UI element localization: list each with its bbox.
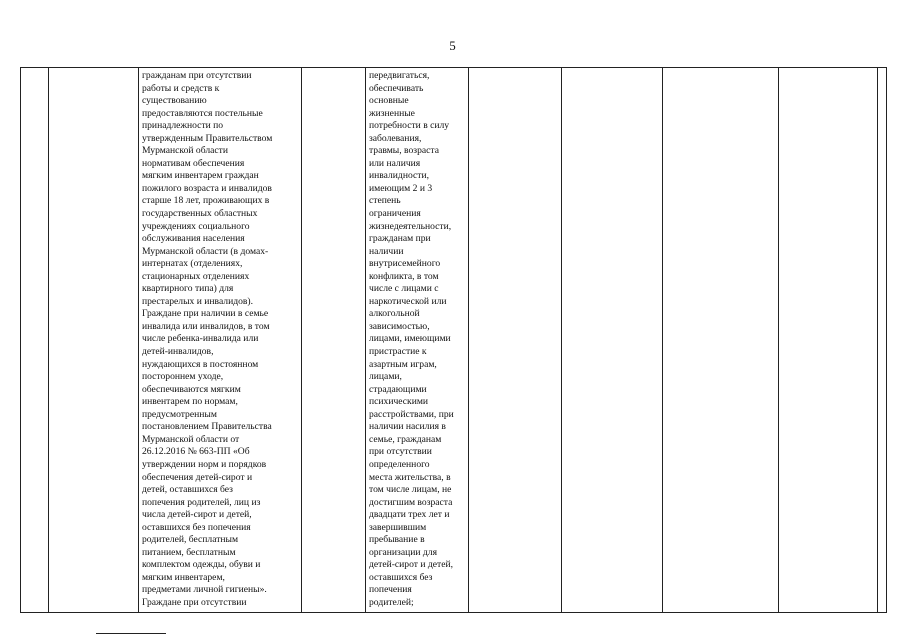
page-number: 5	[449, 38, 456, 53]
table-cell-8	[663, 68, 779, 613]
document-table	[20, 67, 887, 613]
cell-text-provision: гражданам при отсутствии работы и средств к существованию предоставляются постельные принадлежности по утвержденным Правительством Мурманской области нормативам обеспечения мягким инвентарем граждан пожилого возраста и инвалидов старше 18 лет, проживающих в государственных областных учреждениях социального обслуживания населения Мурманской области (в домах- интернатах (отделениях, стационарных отделениях квартирного типа) для престарелых и инвалидов). Граждане при наличии в семье инвалида или инвалидов, в том числе ребенка-инвалида или детей-инвалидов, нуждающихся в постоянном постороннем уходе, обеспечиваются мягким инвентарем по нормам, предусмотренным постановлением Правительства Мурманской области от 26.12.2016 № 663-ПП «Об утверждении норм и порядков обеспечения детей-сирот и детей, оставшихся без попечения родителей, лиц из числа детей-сирот и детей, оставшихся без попечения родителей, бесплатным питанием, бесплатным комплектом одежды, обуви и мягким инвентарем, предметами личной гигиены». Граждане при отсутствии	[142, 70, 273, 608]
table-cell-6	[469, 68, 562, 613]
table-cell-2	[49, 68, 139, 613]
table-cell-9	[779, 68, 878, 613]
table-row	[21, 68, 887, 613]
table-cell-3	[139, 68, 302, 613]
table-cell-1	[21, 68, 49, 613]
table-cell-4	[302, 68, 366, 613]
table-cell-7	[562, 68, 663, 613]
table-cell-10	[878, 68, 887, 613]
table-cell-5	[366, 68, 469, 613]
cell-text-recipients: передвигаться, обеспечивать основные жизненные потребности в силу заболевания, травмы, возраста или наличия инвалидности, имеющим 2 и 3 степень ограничения жизнедеятельности, гражданам при наличии внутрисемейного конфликта, в том числе с лицами с наркотической или алкогольной зависимостью, лицами, имеющими пристрастие к азартным играм, лицами, страдающими психическими расстройствами, при наличии насилия в семье, гражданам при отсутствии определенного места жительства, в том числе лицам, не достигшим возраста двадцати трех лет и завершившим пребывание в организации для детей-сирот и детей, оставшихся без попечения родителей;	[369, 70, 454, 608]
footnote-rule	[96, 633, 166, 634]
